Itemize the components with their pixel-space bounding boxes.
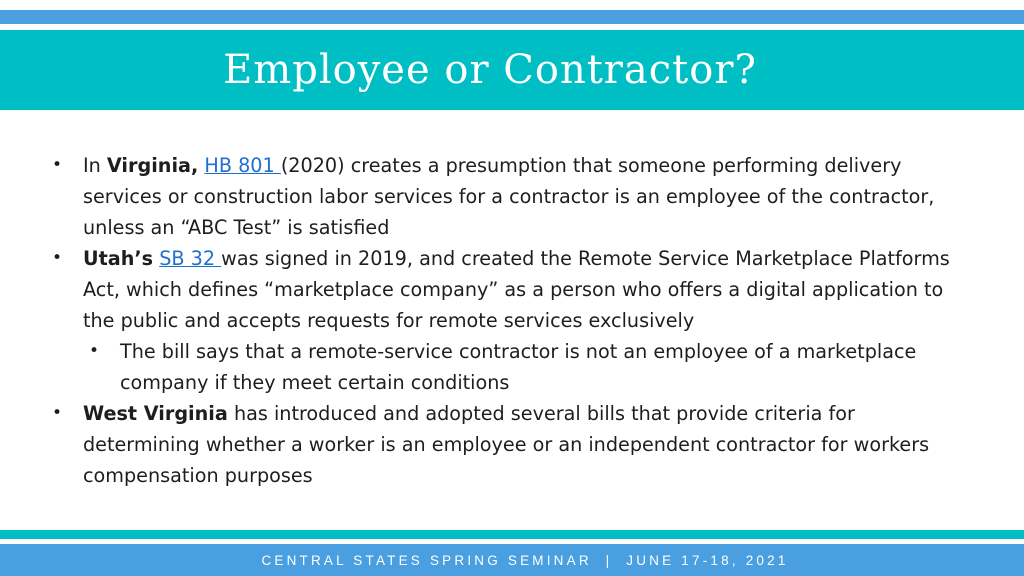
bullet-text: was signed in 2019, and created the Remote Service Marketplace Platforms Act, which defines “marketplace company” as a person who offers a digital application to the public and accepts requests for remote services exclusively bbox=[83, 247, 950, 332]
bullet-text: (2020) creates a presumption that someone performing delivery services or construction labor services for a contractor is an employee of the contractor, unless an “ABC Test” is satisfied bbox=[83, 154, 935, 239]
bullet-utah bbox=[52, 243, 972, 336]
sb-32-link[interactable]: SB 32 bbox=[159, 247, 222, 270]
footer-text: CENTRAL STATES SPRING SEMINAR | JUNE 17-18, 2021 bbox=[261, 552, 789, 568]
sub-bullet-text: The bill says that a remote-service contractor is not an employee of a marketplace company if they meet certain conditions bbox=[120, 340, 917, 394]
hb-801-link[interactable]: HB 801 bbox=[204, 154, 281, 177]
state-name-west-virginia: West Virginia bbox=[83, 402, 228, 425]
state-name-utah: Utah’s bbox=[83, 247, 154, 270]
bullet-dot-icon: • bbox=[52, 403, 63, 423]
state-name-virginia: Virginia bbox=[106, 154, 191, 177]
punctuation: , bbox=[190, 154, 199, 177]
slide-content bbox=[52, 150, 972, 491]
bullet-text: has introduced and adopted several bills that provide criteria for determining whether a worker is an employee or an independent contractor for workers compensation purposes bbox=[83, 402, 930, 487]
bullet-dot-icon: • bbox=[52, 248, 63, 268]
bullet-dot-icon: • bbox=[52, 155, 63, 175]
top-accent-band bbox=[0, 10, 1024, 24]
bullet-west-virginia bbox=[52, 398, 972, 491]
bullet-dot-icon: • bbox=[89, 341, 100, 361]
slide-title: Employee or Contractor? bbox=[223, 47, 757, 93]
bottom-accent-band bbox=[0, 530, 1024, 539]
bullet-virginia bbox=[52, 150, 972, 243]
sub-bullet-utah bbox=[52, 336, 972, 398]
bullet-prefix: In bbox=[83, 154, 107, 177]
